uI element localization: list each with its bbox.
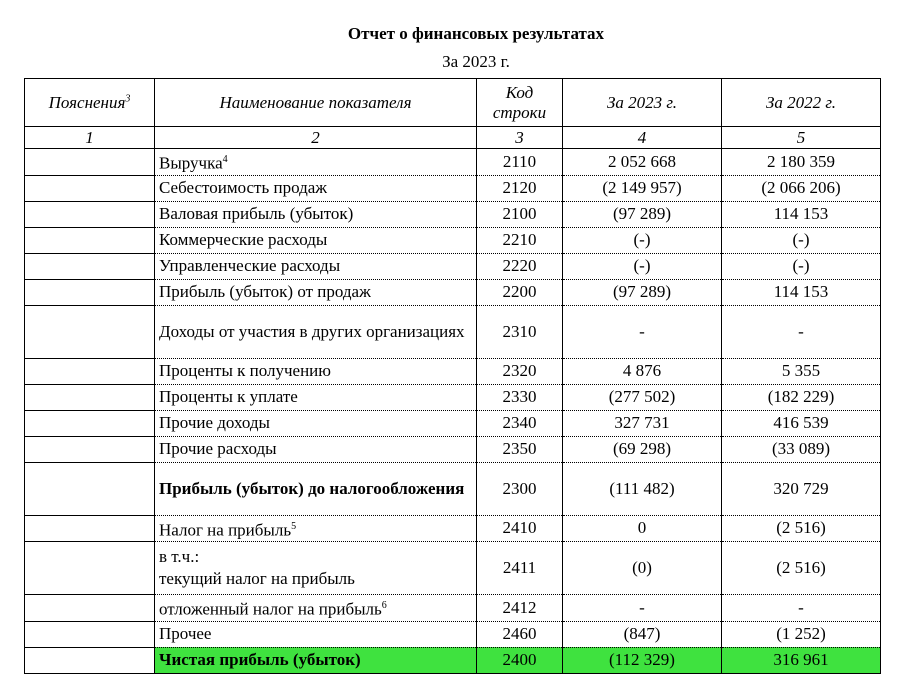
value-2023: (111 482) <box>563 462 722 515</box>
value-2023: 2 052 668 <box>563 149 722 176</box>
line-code: 2400 <box>477 647 563 673</box>
indicator-name: Чистая прибыль (убыток) <box>155 647 477 673</box>
indicator-name: Выручка$^4$ <box>155 149 477 176</box>
value-2023: (97 289) <box>563 201 722 227</box>
indicator-name: Проценты к получению <box>155 358 477 384</box>
value-2022: (2 516) <box>722 542 881 595</box>
table-row <box>25 279 881 305</box>
value-2022: 320 729 <box>722 462 881 515</box>
indicator-name: Проценты к уплате <box>155 384 477 410</box>
report-period: За 2023 г. <box>442 52 510 71</box>
line-code: 2110 <box>477 149 563 176</box>
column-number: 2 <box>155 127 477 149</box>
notes-cell <box>25 227 155 253</box>
header-year-2023: За 2023 г. <box>563 79 722 127</box>
table-row <box>25 305 881 358</box>
value-2022: (182 229) <box>722 384 881 410</box>
indicator-name: Коммерческие расходы <box>155 227 477 253</box>
notes-cell <box>25 305 155 358</box>
value-2022: 416 539 <box>722 410 881 436</box>
column-number: 1 <box>25 127 155 149</box>
header-notes: Пояснения$^3$ <box>25 79 155 127</box>
value-2023: - <box>563 595 722 622</box>
header-year-2022: За 2022 г. <box>722 79 881 127</box>
line-code: 2330 <box>477 384 563 410</box>
line-code: 2200 <box>477 279 563 305</box>
value-2022: (33 089) <box>722 436 881 462</box>
notes-cell <box>25 201 155 227</box>
table-row <box>25 201 881 227</box>
indicator-name: Налог на прибыль$^5$ <box>155 515 477 542</box>
value-2023: 4 876 <box>563 358 722 384</box>
notes-cell <box>25 462 155 515</box>
notes-cell <box>25 253 155 279</box>
line-code: 2210 <box>477 227 563 253</box>
value-2023: - <box>563 305 722 358</box>
notes-cell <box>25 515 155 542</box>
value-2023: (847) <box>563 621 722 647</box>
header-indicator-name: Наименование показателя <box>155 79 477 127</box>
value-2022: 114 153 <box>722 201 881 227</box>
line-code: 2320 <box>477 358 563 384</box>
value-2023: (277 502) <box>563 384 722 410</box>
table-row <box>25 410 881 436</box>
value-2022: 114 153 <box>722 279 881 305</box>
value-2022: (-) <box>722 227 881 253</box>
table-row <box>25 621 881 647</box>
value-2022: - <box>722 595 881 622</box>
table-row <box>25 358 881 384</box>
table-row <box>25 515 881 542</box>
column-number-row <box>25 127 881 149</box>
value-2023: (97 289) <box>563 279 722 305</box>
header-line-code: Код строки <box>477 79 563 127</box>
indicator-name: отложенный налог на прибыль$^6$ <box>155 595 477 622</box>
value-2022: (2 066 206) <box>722 175 881 201</box>
line-code: 2300 <box>477 462 563 515</box>
line-code: 2412 <box>477 595 563 622</box>
table-row <box>25 436 881 462</box>
notes-cell <box>25 384 155 410</box>
line-code: 2120 <box>477 175 563 201</box>
table-header-row <box>25 79 881 127</box>
line-code: 2220 <box>477 253 563 279</box>
indicator-name: Валовая прибыль (убыток) <box>155 201 477 227</box>
notes-cell <box>25 279 155 305</box>
value-2023: 327 731 <box>563 410 722 436</box>
notes-cell <box>25 175 155 201</box>
indicator-name: в т.ч.: текущий налог на прибыль <box>155 542 477 595</box>
column-number: 5 <box>722 127 881 149</box>
line-code: 2411 <box>477 542 563 595</box>
table-row <box>25 542 881 595</box>
notes-cell <box>25 595 155 622</box>
line-code: 2340 <box>477 410 563 436</box>
column-number: 3 <box>477 127 563 149</box>
column-number: 4 <box>563 127 722 149</box>
indicator-name: Доходы от участия в других организациях <box>155 305 477 358</box>
value-2022: (1 252) <box>722 621 881 647</box>
value-2023: (2 149 957) <box>563 175 722 201</box>
line-code: 2460 <box>477 621 563 647</box>
value-2023: (-) <box>563 227 722 253</box>
table-row <box>25 175 881 201</box>
table-row <box>25 253 881 279</box>
line-code: 2410 <box>477 515 563 542</box>
value-2023: (112 329) <box>563 647 722 673</box>
indicator-name: Прочее <box>155 621 477 647</box>
table-row <box>25 227 881 253</box>
value-2022: (2 516) <box>722 515 881 542</box>
table-row <box>25 647 881 673</box>
line-code: 2350 <box>477 436 563 462</box>
notes-cell <box>25 542 155 595</box>
notes-cell <box>25 358 155 384</box>
notes-cell <box>25 647 155 673</box>
indicator-name: Себестоимость продаж <box>155 175 477 201</box>
value-2023: 0 <box>563 515 722 542</box>
notes-cell <box>25 436 155 462</box>
value-2023: (-) <box>563 253 722 279</box>
table-row <box>25 595 881 622</box>
line-code: 2100 <box>477 201 563 227</box>
indicator-name: Управленческие расходы <box>155 253 477 279</box>
indicator-name: Прочие расходы <box>155 436 477 462</box>
table-row <box>25 462 881 515</box>
indicator-name: Прочие доходы <box>155 410 477 436</box>
financial-results-table <box>24 78 881 674</box>
notes-cell <box>25 410 155 436</box>
table-row <box>25 149 881 176</box>
notes-cell <box>25 149 155 176</box>
value-2022: (-) <box>722 253 881 279</box>
indicator-name: Прибыль (убыток) до налогообложения <box>155 462 477 515</box>
value-2022: 316 961 <box>722 647 881 673</box>
value-2023: (0) <box>563 542 722 595</box>
report-title: Отчет о финансовых результатах <box>347 24 605 43</box>
value-2022: - <box>722 305 881 358</box>
value-2022: 5 355 <box>722 358 881 384</box>
notes-cell <box>25 621 155 647</box>
line-code: 2310 <box>477 305 563 358</box>
value-2022: 2 180 359 <box>722 149 881 176</box>
indicator-name: Прибыль (убыток) от продаж <box>155 279 477 305</box>
value-2023: (69 298) <box>563 436 722 462</box>
table-row <box>25 384 881 410</box>
